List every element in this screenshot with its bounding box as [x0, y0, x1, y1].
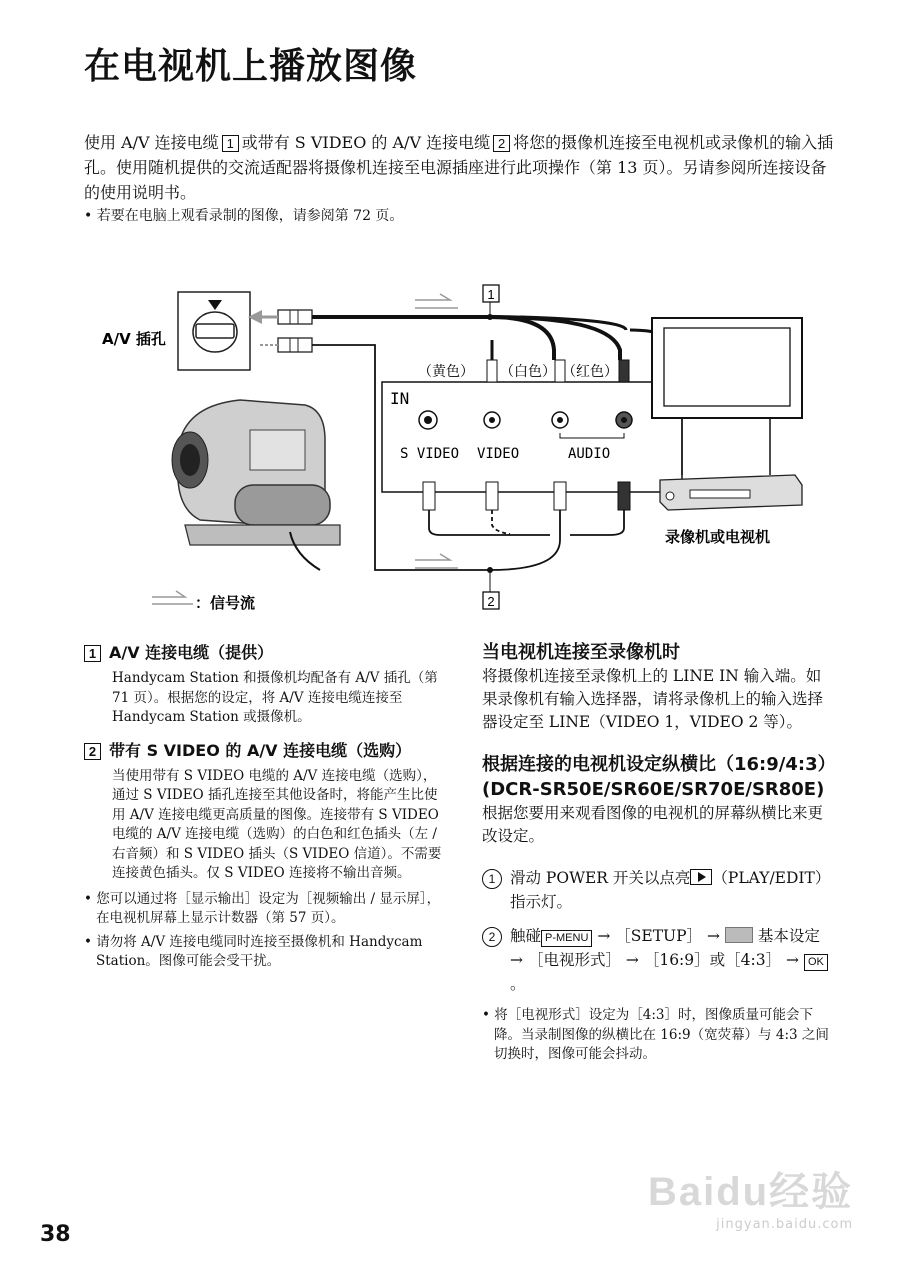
intro-note: • 若要在电脑上观看录制的图像，请参阅第 72 页。	[84, 208, 404, 224]
step-2-touch: 触碰	[510, 927, 542, 945]
right-bullet: • 将［电视形式］设定为［4:3］时，图像质量可能会下降。当录制图像的纵横比在 16:9（宽荧幕）与 4:3 之间切换时，图像可能会抖动。	[482, 1007, 829, 1062]
arrow-3: →	[510, 951, 523, 969]
vcr-tv-label: 录像机或电视机	[665, 528, 771, 546]
option-16-9: ［16:9］	[643, 951, 710, 969]
left-bullet-1: • 您可以通过将［显示输出］设定为［视频输出 / 显示屏］，在电视机屏幕上显示计数器（第 57 页）。	[84, 890, 441, 926]
item2-title: 带有 S VIDEO 的 A/V 连接电缆（选购）	[109, 740, 412, 760]
step-1-text-b: （PLAY/EDIT）指示灯。	[510, 869, 831, 911]
intro-text-1: 使用 A/V 连接电缆	[84, 133, 219, 152]
cable2-plug-icon	[260, 338, 312, 352]
arrow-1: →	[597, 927, 611, 945]
step-2-end: 。	[510, 975, 526, 993]
cable1-plug-icon	[248, 310, 312, 324]
right-column	[482, 640, 832, 1069]
cable2-number: 2	[487, 594, 495, 609]
setup-menu: ［SETUP］	[615, 927, 703, 945]
av-jack-icon	[178, 292, 250, 370]
item1-body: Handycam Station 和摄像机均配备有 A/V 插孔（第 71 页）。根据您的设定，将 A/V 连接电缆连接至 Handycam Station 或摄像机。	[112, 670, 438, 725]
item2-body: 当使用带有 S VIDEO 电缆的 A/V 连接电缆（选购），通过 S VIDEO 插孔连接至其他设备时，将能产生比使用 A/V 连接电缆更高质量的图像。连接带有 S VIDEO 电缆的 A/V 连接电缆（选购）的白色和红色插头（左 / 右音频）和 S VIDEO 插头（S VIDEO 信道）。不需要连接黄色插头。仅 S VIDEO 连接将不输出音频。	[112, 767, 442, 881]
toolbox-icon	[725, 927, 753, 943]
left-column	[84, 640, 444, 976]
cable1-number: 1	[487, 287, 495, 302]
svideo-jack-icon	[419, 411, 437, 429]
step-2	[482, 924, 832, 996]
camcorder-icon	[172, 400, 340, 545]
audio-label: AUDIO	[568, 446, 611, 462]
svideo-label: S VIDEO	[400, 446, 460, 462]
basic-settings: 基本设定	[757, 927, 820, 945]
white-label: （白色）	[500, 364, 556, 380]
item2-heading	[84, 738, 444, 761]
step-1	[482, 866, 832, 914]
option-4-3: ［4:3］	[725, 951, 782, 969]
page-title: 在电视机上播放图像	[84, 46, 418, 87]
watermark-url: jingyan.baidu.com	[716, 1217, 854, 1232]
vcr-heading: 当电视机连接至录像机时	[482, 642, 680, 663]
step-1-text-a: 滑动 POWER 开关以点亮	[510, 869, 691, 887]
play-edit-icon	[690, 869, 712, 885]
signal-flow-label: ：信号流	[195, 594, 256, 612]
item1-number: 1	[84, 645, 101, 662]
arrow-4: →	[625, 951, 639, 969]
arrow-2: →	[706, 927, 720, 945]
item1-title: A/V 连接电缆（提供）	[109, 643, 274, 662]
aspect-heading: 根据连接的电视机设定纵横比（16:9/4:3）(DCR-SR50E/SR60E/SR70E/SR80E)	[482, 754, 827, 800]
red-label: （红色）	[562, 364, 618, 380]
vcr-body: 将摄像机连接至录像机上的 LINE IN 输入端。如果录像机有输入选择器，请将录像机上的输入选择器设定至 LINE（VIDEO 1，VIDEO 2 等）。	[482, 667, 824, 731]
aspect-body: 根据您要用来观看图像的电视机的屏幕纵横比来更改设定。	[482, 804, 824, 845]
connection-diagram	[90, 270, 810, 620]
av-jack-label: A/V 插孔	[102, 330, 166, 348]
video-jack-icon	[484, 412, 500, 428]
item1-heading	[84, 640, 444, 663]
audio-right-jack-icon	[616, 412, 632, 428]
p-menu-button[interactable]: P-MENU	[541, 930, 592, 947]
step-1-number: 1	[482, 869, 502, 889]
video-label: VIDEO	[477, 446, 520, 462]
intro-text-3: 将您的摄像机连接至电视机或录像机的输入插孔。使用随机提供的交流适配器将摄像机连接至电源插座进行此项操作（第 13 页）。另请参阅所连接设备的使用说明书。	[84, 133, 834, 202]
left-bullet-2: • 请勿将 A/V 连接电缆同时连接至摄像机和 Handycam Station。图像可能会受干扰。	[84, 933, 423, 969]
cable-number-2: 2	[493, 135, 510, 152]
arrow-5: →	[786, 951, 800, 969]
tv-type-menu: ［电视形式］	[527, 951, 621, 969]
page-number: 38	[40, 1222, 71, 1247]
intro-text-2: 或带有 S VIDEO 的 A/V 连接电缆	[241, 133, 491, 152]
ok-button[interactable]: OK	[804, 954, 828, 971]
intro-paragraph	[84, 130, 834, 205]
cable-number-1: 1	[222, 135, 239, 152]
or-text: 或	[709, 951, 726, 969]
watermark	[648, 1160, 853, 1232]
vcr-icon	[660, 475, 802, 510]
item2-number: 2	[84, 743, 101, 760]
watermark-brand: Baidu经验	[648, 1170, 854, 1214]
in-label: IN	[390, 389, 410, 408]
yellow-label: （黄色）	[418, 364, 474, 380]
audio-left-jack-icon	[552, 412, 568, 428]
step-2-number: 2	[482, 927, 502, 947]
